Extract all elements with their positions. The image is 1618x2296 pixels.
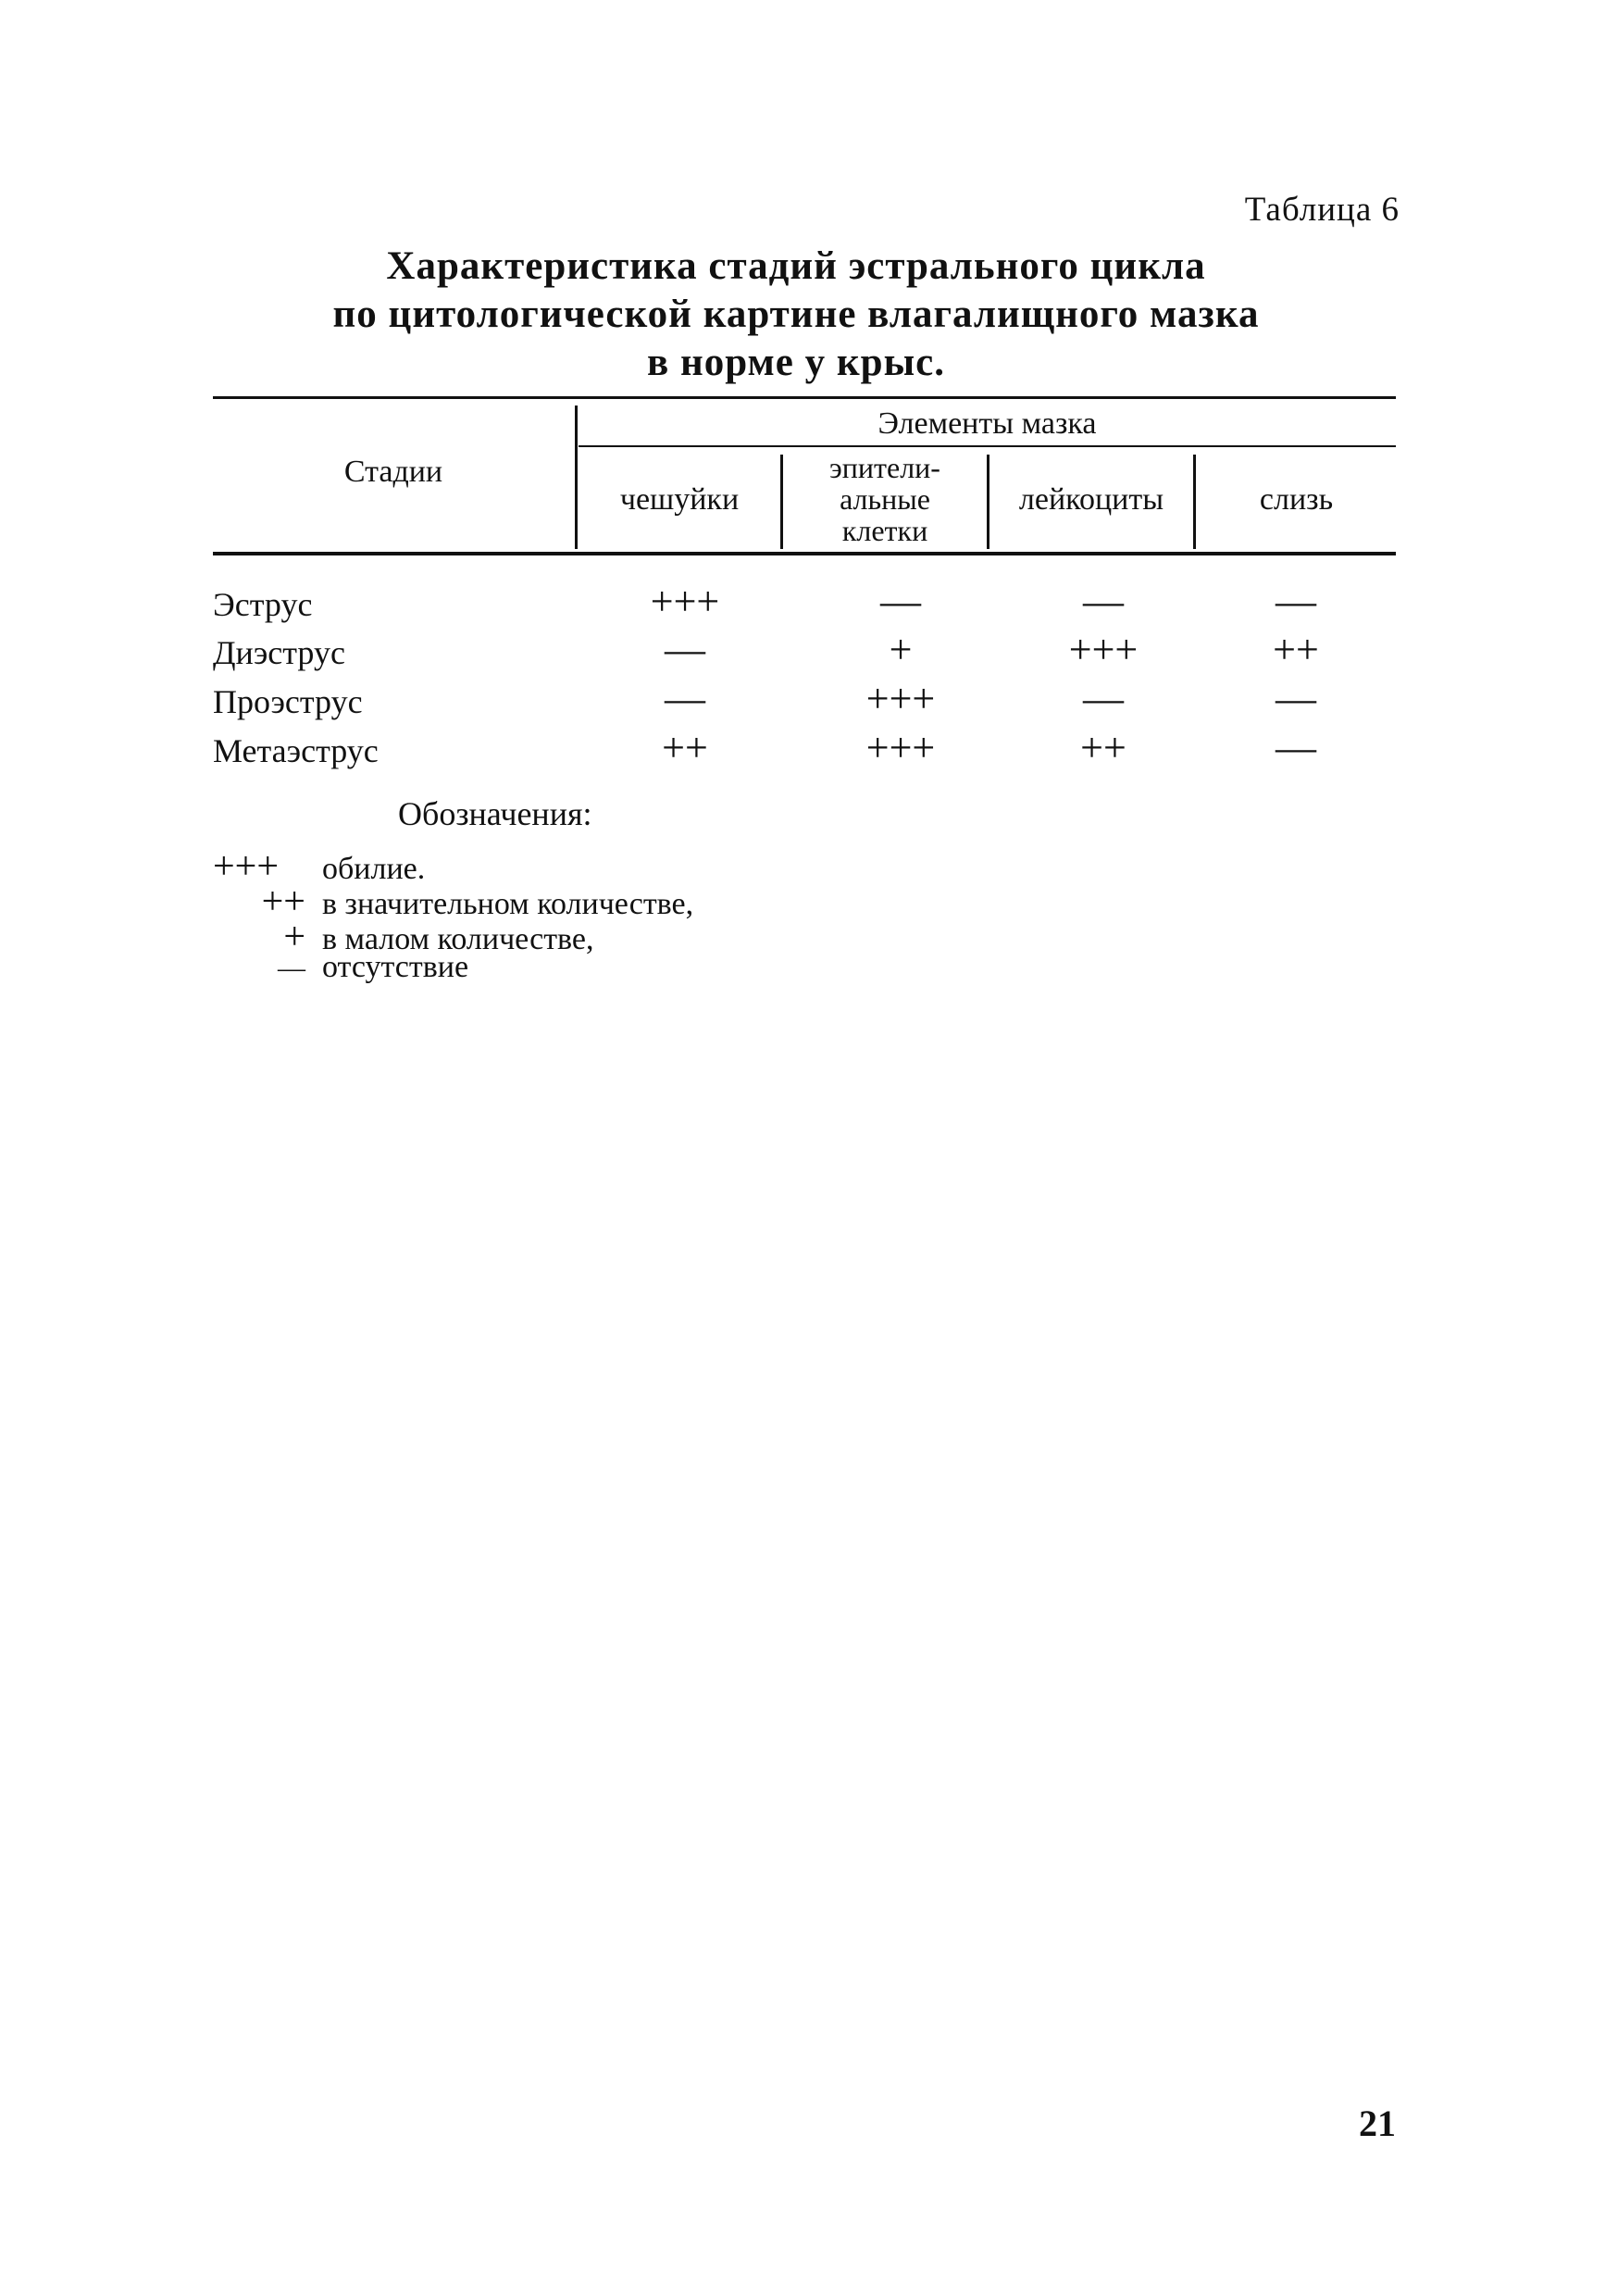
group-header: Элементы мазка: [877, 406, 1097, 441]
column-divider: [1193, 455, 1196, 549]
table-cell: +++: [865, 725, 936, 770]
table-top-rule: [213, 396, 1396, 399]
title-line: по цитологической картине влагалищного мазка: [332, 293, 1260, 336]
table-cell: ++: [662, 725, 708, 770]
table-cell: —: [1276, 725, 1316, 770]
legend-text: в малом количестве,: [322, 922, 594, 956]
table-number: Таблица 6: [1244, 191, 1400, 229]
stage-column-divider: [575, 406, 578, 549]
column-header-leukocytes: лейкоциты: [1018, 482, 1164, 517]
table-cell: —: [880, 579, 921, 624]
legend-row: [213, 915, 594, 958]
legend-symbol: ++: [261, 880, 305, 923]
table-cell: —: [665, 627, 705, 672]
page-number: 21: [1359, 2103, 1396, 2144]
legend-row: [213, 844, 426, 888]
table-cell: ++: [1273, 627, 1319, 672]
legend-text: обилие.: [322, 852, 426, 886]
table-cell: +++: [1068, 627, 1139, 672]
stage-header: Стадии: [343, 455, 443, 489]
column-header-mucus: слизь: [1259, 482, 1334, 517]
group-header-rule: [579, 445, 1396, 447]
table-cell: +++: [865, 676, 936, 721]
table-cell: +++: [650, 579, 720, 624]
title-line: Характеристика стадий эстрального цикла: [386, 244, 1206, 288]
legend-row: [213, 950, 468, 987]
column-divider: [780, 455, 783, 549]
table-header-bottom-rule: [213, 552, 1396, 555]
legend-row: [213, 880, 694, 923]
table-cell: —: [1083, 676, 1124, 721]
table-title: [296, 243, 1296, 387]
table-cell: —: [1083, 579, 1124, 624]
table-cell: —: [1276, 676, 1316, 721]
legend-text: в значительном количестве,: [322, 887, 694, 921]
legend-title: Обозначения:: [398, 795, 592, 832]
stage-label: Эструс: [213, 586, 313, 623]
column-header-epithelial: эпители- альные клетки: [829, 451, 940, 547]
legend-text: отсутствие: [322, 950, 469, 984]
table-cell: ++: [1080, 725, 1126, 770]
table-cell: —: [665, 676, 705, 721]
stage-label: Метаэструс: [213, 732, 379, 769]
stage-label: Проэструс: [213, 683, 363, 720]
column-divider: [987, 455, 989, 549]
table-cell: +: [889, 627, 913, 672]
legend-symbol: —: [278, 953, 305, 983]
stage-label: Диэструс: [213, 634, 345, 671]
legend-symbol: +: [283, 916, 305, 958]
column-header-scales: чешуйки: [619, 482, 740, 517]
title-line: в норме у крыс.: [647, 341, 945, 384]
legend-symbol: +++: [213, 845, 280, 888]
table-cell: —: [1276, 579, 1316, 624]
